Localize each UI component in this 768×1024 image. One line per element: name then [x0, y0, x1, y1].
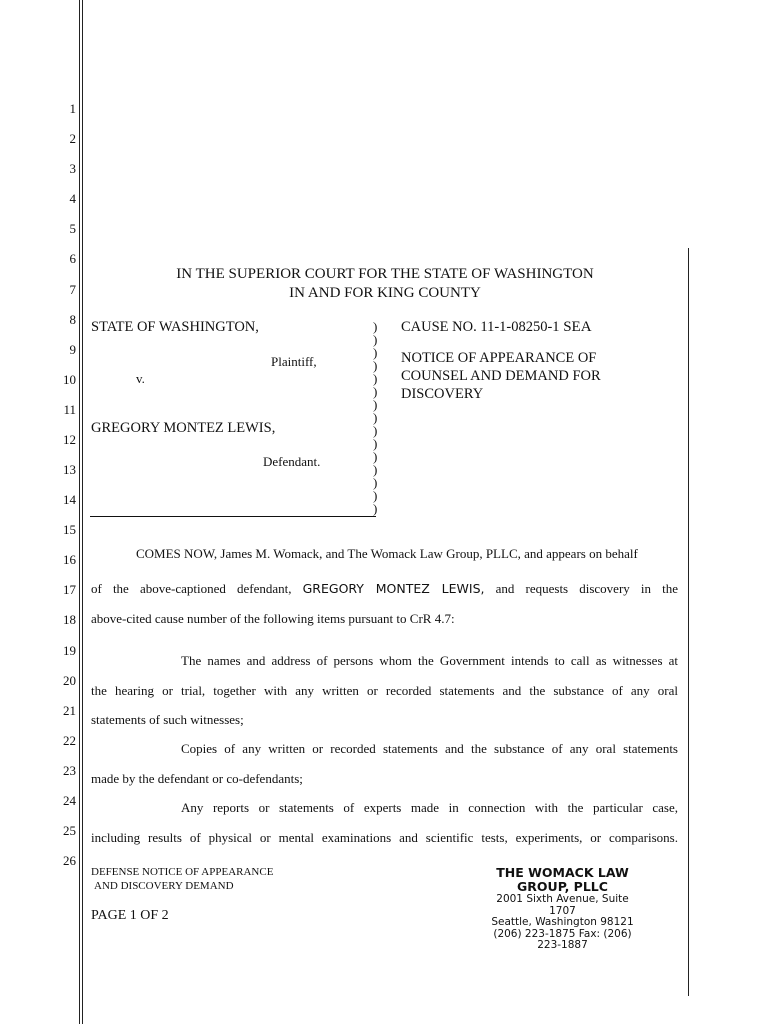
document-title-line: NOTICE OF APPEARANCE OF — [401, 350, 597, 366]
defendant-name: GREGORY MONTEZ LEWIS, — [91, 420, 276, 436]
line-number: 18 — [63, 612, 76, 627]
caption-paren: ) — [373, 449, 378, 464]
caption-paren: ) — [373, 332, 378, 347]
line-number: 24 — [63, 793, 76, 808]
line-number: 3 — [69, 161, 76, 176]
caption-paren: ) — [373, 371, 378, 386]
line-number: 8 — [69, 312, 76, 327]
line-number: 1 — [69, 101, 76, 116]
plaintiff-role: Plaintiff, — [271, 354, 317, 369]
footer-document-title: DEFENSE NOTICE OF APPEARANCE — [91, 866, 274, 878]
discovery-item-line: the hearing or trial, together with any written or recorded statements and the substance of any oral — [91, 683, 678, 698]
discovery-item-line: Copies of any written or recorded statements and the substance of any oral statements — [181, 741, 678, 756]
caption-paren: ) — [373, 501, 378, 516]
caption-paren: ) — [373, 462, 378, 477]
body-paragraph-line — [91, 581, 678, 597]
firm-name: THE WOMACK LAW — [496, 865, 629, 880]
firm-address: 2001 Sixth Avenue, Suite — [496, 893, 629, 905]
firm-address: 1707 — [549, 904, 576, 917]
page-number: PAGE 1 OF 2 — [91, 908, 169, 923]
footer-document-title: AND DISCOVERY DEMAND — [94, 880, 234, 892]
defendant-name-inline: GREGORY MONTEZ LEWIS, — [302, 581, 485, 596]
caption-paren: ) — [373, 423, 378, 438]
cause-number-label: CAUSE NO. 11-1-08250-1 — [401, 319, 560, 335]
court-name: IN THE SUPERIOR COURT FOR THE STATE OF WASHINGTON — [176, 266, 594, 282]
document-title-line: DISCOVERY — [401, 386, 484, 402]
line-number: 10 — [63, 372, 76, 387]
line-number: 12 — [63, 432, 76, 447]
caption-paren: ) — [373, 410, 378, 425]
line-number: 15 — [63, 522, 76, 537]
caption-paren: ) — [373, 475, 378, 490]
discovery-item-line: statements of such witnesses; — [91, 712, 244, 727]
caption-paren: ) — [373, 397, 378, 412]
defendant-role: Defendant. — [263, 454, 321, 469]
cause-number-suffix: SEA — [563, 319, 592, 335]
body-paragraph-line: above-cited cause number of the following items pursuant to CrR 4.7: — [91, 611, 455, 626]
line-number: 17 — [63, 582, 76, 597]
line-number: 11 — [63, 402, 76, 417]
firm-phone: 223-1887 — [537, 939, 588, 951]
caption-paren: ) — [373, 345, 378, 360]
line-number: 7 — [69, 282, 76, 297]
left-margin-rule-outer — [79, 0, 80, 1024]
caption-paren: ) — [373, 319, 378, 334]
line-number: 2 — [69, 131, 76, 146]
line-number: 19 — [63, 643, 76, 658]
caption-paren: ) — [373, 488, 378, 503]
body-text-fragment: of the above-captioned defendant, — [91, 581, 292, 596]
line-number: 23 — [63, 763, 76, 778]
line-number: 13 — [63, 462, 76, 477]
firm-name: GROUP, PLLC — [517, 879, 608, 894]
line-number: 21 — [63, 703, 76, 718]
caption-paren: ) — [373, 384, 378, 399]
versus: v. — [136, 371, 145, 386]
caption-paren: ) — [373, 358, 378, 373]
discovery-item-line: including results of physical or mental examinations and scientific tests, experiments, or comparisons. — [91, 830, 678, 845]
line-number: 6 — [69, 251, 76, 266]
line-number: 4 — [69, 191, 76, 206]
line-number: 22 — [63, 733, 76, 748]
body-text-fragment: and requests discovery in the — [495, 581, 679, 596]
line-number: 14 — [63, 492, 76, 507]
line-number: 9 — [69, 342, 76, 357]
body-paragraph-line: COMES NOW, James M. Womack, and The Womack Law Group, PLLC, and appears on behalf — [136, 546, 638, 561]
line-number: 5 — [69, 221, 76, 236]
left-margin-rule-inner — [82, 0, 83, 1024]
firm-address: Seattle, Washington 98121 — [491, 916, 634, 928]
cause-number — [401, 319, 592, 336]
court-county: IN AND FOR KING COUNTY — [289, 285, 481, 301]
plaintiff-name: STATE OF WASHINGTON, — [91, 319, 259, 335]
document-title-line: COUNSEL AND DEMAND FOR — [401, 368, 601, 384]
line-number: 26 — [63, 853, 76, 868]
firm-phone: (206) 223-1875 Fax: (206) — [493, 927, 632, 940]
discovery-item-line: The names and address of persons whom the Government intends to call as witnesses at — [181, 653, 678, 668]
line-number: 16 — [63, 552, 76, 567]
discovery-item-line: made by the defendant or co-defendants; — [91, 771, 303, 786]
discovery-item-line: Any reports or statements of experts made in connection with the particular case, — [181, 800, 678, 815]
caption-paren: ) — [373, 436, 378, 451]
caption-underline — [90, 516, 376, 517]
line-number: 20 — [63, 673, 76, 688]
line-number: 25 — [63, 823, 76, 838]
right-margin-rule — [688, 248, 689, 996]
firm-block — [480, 866, 645, 952]
